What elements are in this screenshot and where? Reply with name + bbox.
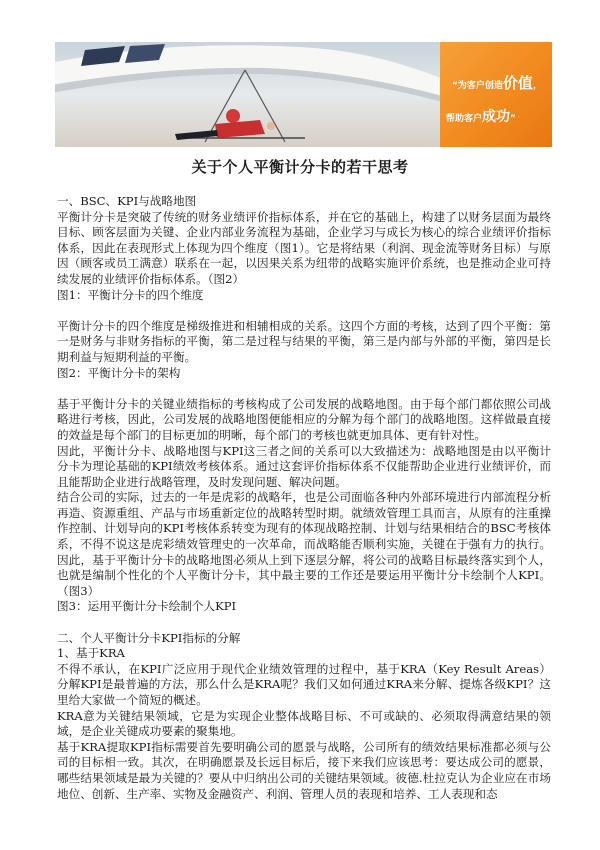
slogan-line-1-suffix: ， [532,81,542,91]
document-title: 关于个人平衡计分卡的若干思考 [191,158,409,176]
body-paragraph: 二、个人平衡计分卡KPI指标的分解 [57,630,241,645]
body-paragraph: 1、基于KRA [57,646,125,661]
body-paragraph: 平衡计分卡的四个维度是梯级推进和相辅相成的关系。这四个方面的考核，达到了四个平衡：第一是财务与非财务指标的平衡，第二是过程与结果的平衡，第三是内部与外部的平衡，第四是长期利益与短期利益的平衡。 [57,318,551,364]
document-body [57,194,551,802]
slogan-line-2 [446,106,516,126]
hang-glider-photo [55,42,440,147]
slogan-line-2-emphasis: 成功 [482,109,511,125]
paragraph-gap [57,381,551,397]
body-paragraph: 基于KRA提取KPI指标需要首先要明确公司的愿景与战略，公司所有的绩效结果标准都必须与公司的目标相一致。其次，在明确愿景及长远目标后，接下来我们应该思考：要达成公司的愿景，哪些结果领域是最为关键的？要从中归纳出公司的关键结果领域。彼德.杜拉克认为企业应在市场地位、创新、生产率、实物及金融资产、利润、管理人员的表现和培养、工人表现和态 [57,739,551,801]
body-paragraph: 图2：平衡计分卡的架构 [57,365,181,380]
body-paragraph: KRA意为关键结果领域，它是为实现企业整体战略目标、不可或缺的、必须取得满意结果的领域，是企业关键成功要素的聚集地。 [57,708,551,739]
slogan-line-1 [452,72,542,93]
slogan-line-1-prefix: “为客户创造 [452,81,503,91]
slogan-line-1-emphasis: 价值 [502,74,533,92]
body-paragraph: 一、BSC、KPI与战略地图 [57,194,197,208]
body-paragraph: 不得不承认，在KPI广泛应用于现代企业绩效管理的过程中，基于KRA（Key Result Areas）分解KPI是最普遍的方法，那么什么是KRA呢？我们又如何通过KRA来分解、提炼各级KPI？这里给大家做一个简短的概述。 [57,661,551,707]
slogan-line-2-suffix: ” [510,114,516,124]
body-paragraph: 图3：运用平衡计分卡绘制个人KPI [57,599,237,614]
body-paragraph: 基于平衡计分卡的关键业绩指标的考核构成了公司发展的战略地图。由于每个部门都依照公司战略进行考核，因此，公司发展的战略地图便能相应的分解为每个部门的战略地图。这样做最直接的效益是每个部门的目标更加的明晰，每个部门的考核也就更加具体、更有针对性。 [57,396,551,442]
body-paragraph: 图1：平衡计分卡的四个维度 [57,287,204,302]
slogan-line-2-prefix: 帮助客户 [446,114,483,124]
body-paragraph: 平衡计分卡是突破了传统的财务业绩评价指标体系，并在它的基础上，构建了以财务层面为最终目标、顾客层面为关键、企业内部业务流程为基础，企业学习与成长为核心的综合业绩评价指标体系，因此在表现形式上体现为四个维度（图1）。它是将结果（利润、现金流等财务目标）与原因（顾客或员工满意）联系在一起，以因果关系为纽带的战略实施评价系统，也是推动企业可持续发展的业绩评价指标体系。（图2） [57,209,551,286]
body-paragraph: 结合公司的实际，过去的一年是虎彩的战略年，也是公司面临各种内外部环境进行内部流程分析再造、资源重组、产品与市场重新定位的战略转型时期。就绩效管理工具而言，从原有的注重操作控制、计划导向的KPI考核体系转变为现有的体现战略控制、计划与结果相结合的BSC考核体系，不得不说这是虎彩绩效管理史的一次革命，而战略能否顺利实施，关键在于强有力的执行。因此，基于平衡计分卡的战略地图必须从上到下逐层分解，将公司的战略目标最终落实到个人，也就是编制个性化的个人平衡计分卡，其中最主要的工作还是要运用平衡计分卡绘制个人KPI。（图3） [57,490,551,598]
slogan-panel [440,42,552,147]
body-paragraph: 因此，平衡计分卡、战略地图与KPI这三者之间的关系可以大致描述为：战略地图是由以平衡计分卡为理论基础的KPI绩效考核体系。通过这套评价指标体系不仅能帮助企业进行业绩评价，而且能帮助企业进行战略管理，及时发现问题、解决问题。 [57,443,551,489]
paragraph-gap [57,615,551,631]
header-banner [55,42,552,147]
paragraph-gap [57,303,551,319]
